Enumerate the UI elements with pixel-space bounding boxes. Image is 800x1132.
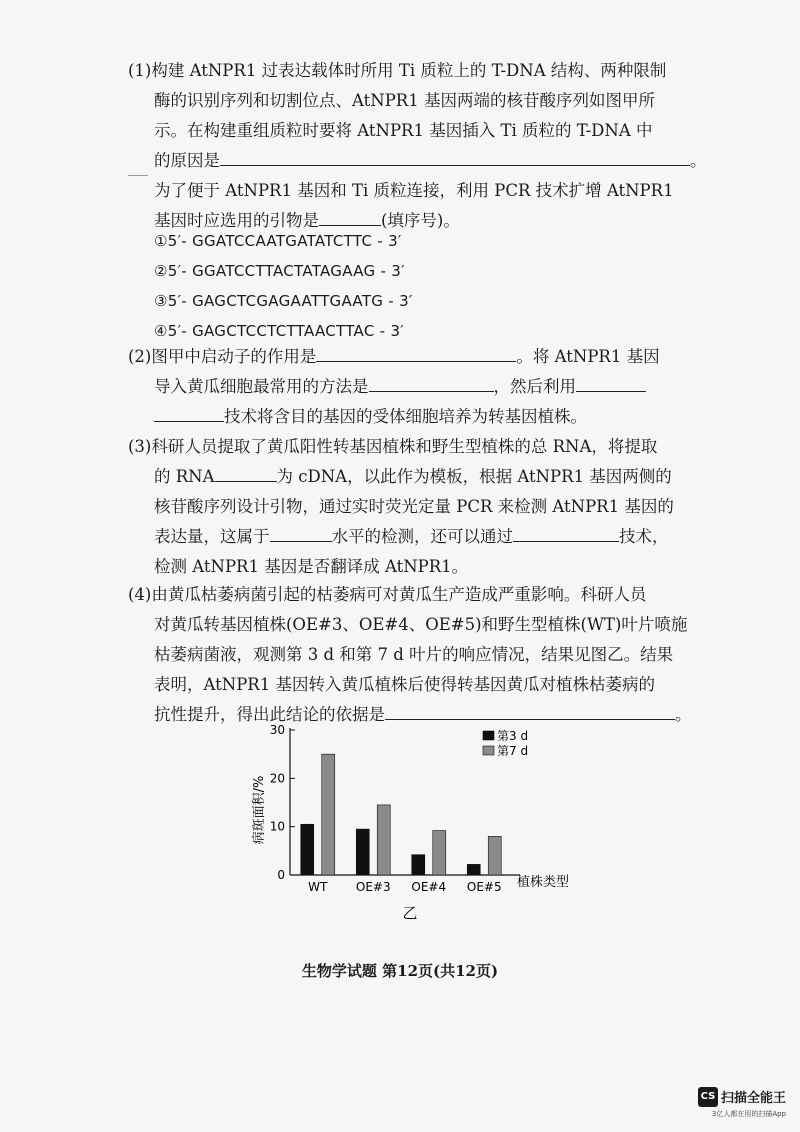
camscanner-tagline: 3亿人都在用的扫描App: [711, 1109, 786, 1118]
q1-line4-text: 的原因是: [154, 151, 220, 170]
q2-line3-text: 技术将含目的基因的受体细胞培养为转基因植株。: [224, 407, 587, 426]
q4-line1: (4)由黄瓜枯萎病菌引起的枯萎病可对黄瓜生产造成严重影响。科研人员: [128, 585, 647, 604]
bar-WT-1: [322, 754, 335, 875]
answer-blank-1[interactable]: [220, 147, 690, 166]
q4-line2: 对黄瓜转基因植株(OE#3、OE#4、OE#5)和野生型植株(WT)叶片喷施: [154, 615, 688, 634]
primer-3: ③5′- GAGCTCGAGAATTGAATG - 3′: [154, 292, 413, 310]
q3-line2-end: 为 cDNA，以此作为模板，根据 AtNPR1 基因两侧的: [276, 467, 672, 486]
answer-blank-9[interactable]: [385, 701, 675, 720]
q3-line2: [128, 462, 713, 492]
q2-line3: [128, 402, 713, 432]
bar-chart: [245, 720, 605, 920]
q2-line2-text: 导入黄瓜细胞最常用的方法是: [154, 377, 369, 396]
page-footer: 生物学试题 第12页(共12页): [301, 962, 499, 980]
camscanner-logo-icon: CS: [698, 1087, 718, 1107]
bar-OE#5-0: [467, 864, 480, 875]
answer-blank-5a[interactable]: [576, 373, 646, 392]
q2-line2-mid: ，然后利用: [493, 377, 576, 396]
q3-line4: [128, 522, 713, 552]
y-tick-label: 20: [269, 771, 285, 786]
q1-line2: 酶的识别序列和切割位点、AtNPR1 基因两端的核苷酸序列如图甲所: [154, 91, 655, 110]
legend-label-0: 第3 d: [497, 729, 529, 743]
q1-line5: 为了便于 AtNPR1 基因和 Ti 质粒连接，利用 PCR 技术扩增 AtNPR1: [154, 181, 674, 200]
primer-4: ④5′- GAGCTCCTCTTAACTTAC - 3′: [154, 322, 404, 340]
answer-blank-6[interactable]: [215, 463, 277, 482]
q2-line1-text: (2)图甲中启动子的作用是: [128, 347, 317, 366]
camscanner-watermark: [698, 1086, 786, 1119]
q3-line5: 检测 AtNPR1 基因是否翻译成 AtNPR1。: [154, 557, 469, 576]
figure-caption: 乙: [402, 904, 418, 920]
answer-blank-7[interactable]: [270, 523, 332, 542]
answer-blank-8[interactable]: [513, 523, 619, 542]
bar-OE#3-0: [356, 829, 369, 875]
answer-blank-3[interactable]: [316, 343, 516, 362]
q3-line2-text: 的 RNA: [154, 467, 215, 486]
legend-label-1: 第7 d: [497, 744, 529, 758]
q4-line4: 表明，AtNPR1 基因转入黄瓜植株后使得转基因黄瓜对植株枯萎病的: [154, 675, 655, 694]
q3-line4-end: 技术，: [619, 527, 669, 546]
q2-line1: [128, 342, 713, 372]
bar-OE#4-1: [433, 831, 446, 875]
q3-line1: (3)科研人员提取了黄瓜阳性转基因植株和野生型植株的总 RNA，将提取: [128, 437, 658, 456]
x-axis-label: 植株类型: [517, 875, 570, 890]
x-tick-label: OE#5: [466, 880, 502, 894]
q1-line6-text: 基因时应选用的引物是: [154, 211, 319, 230]
question-3: [128, 432, 713, 582]
q1-line4: [128, 146, 713, 176]
primer-1: ①5′- GGATCCAATGATATCTTC - 3′: [154, 232, 402, 250]
q4-line5-end: 。: [675, 705, 692, 724]
q1-line6-end: (填序号)。: [381, 211, 460, 230]
legend-swatch-0: [483, 731, 494, 740]
x-tick-label: WT: [308, 880, 328, 894]
question-1: [128, 56, 713, 236]
q4-line3: 枯萎病菌液，观测第 3 d 和第 7 d 叶片的响应情况，结果见图乙。结果: [154, 645, 674, 664]
chart-bars: [301, 754, 502, 875]
chart-legend: [483, 729, 528, 758]
q4-line5-text: 抗性提升，得出此结论的依据是: [154, 705, 385, 724]
y-axis-label: 病斑面积/%: [252, 775, 267, 845]
answer-blank-5b[interactable]: [154, 403, 224, 422]
answer-blank-4[interactable]: [369, 373, 494, 392]
y-tick-label: 30: [269, 723, 285, 737]
bar-WT-0: [301, 824, 314, 875]
bar-OE#4-0: [412, 855, 425, 875]
primer-2: ②5′- GGATCCTTACTATAGAAG - 3′: [154, 262, 405, 280]
answer-blank-2[interactable]: [319, 207, 381, 226]
q1-line1: (1)构建 AtNPR1 过表达载体时所用 Ti 质粒上的 T-DNA 结构、两种限制: [128, 61, 667, 80]
question-4: [128, 580, 713, 730]
q2-line1-end: 。将 AtNPR1 基因: [516, 347, 660, 366]
bar-OE#5-1: [488, 836, 501, 875]
bar-OE#3-1: [377, 805, 390, 875]
question-2: [128, 342, 713, 432]
legend-swatch-1: [483, 746, 494, 755]
y-tick-label: 0: [277, 868, 285, 882]
q2-line2: [128, 372, 713, 402]
y-tick-label: 10: [269, 819, 285, 834]
q3-line4-text: 表达量，这属于: [154, 527, 270, 546]
x-tick-label: OE#3: [355, 880, 391, 894]
q1-line4-end: 。: [690, 151, 707, 170]
camscanner-name: 扫描全能王: [720, 1091, 786, 1106]
q1-line3: 示。在构建重组质粒时要将 AtNPR1 基因插入 Ti 质粒的 T-DNA 中: [154, 121, 653, 140]
q3-line3: 核苷酸序列设计引物，通过实时荧光定量 PCR 来检测 AtNPR1 基因的: [154, 497, 674, 516]
x-tick-label: OE#4: [411, 880, 447, 894]
q3-line4-mid: 水平的检测，还可以通过: [331, 527, 513, 546]
